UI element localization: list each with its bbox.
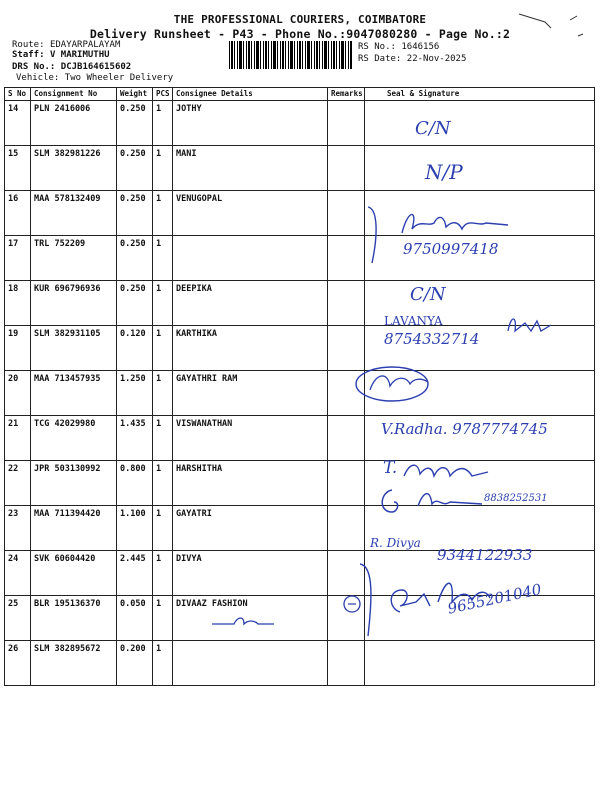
cell-sno: 16 (5, 191, 31, 236)
cell-consignment: TCG 42029980 (31, 416, 117, 461)
signature-scribble-19 (505, 313, 555, 335)
table-row (5, 371, 595, 416)
cell-pcs: 1 (153, 101, 173, 146)
cell-sno: 14 (5, 101, 31, 146)
cell-remarks (328, 236, 365, 281)
route-line (12, 40, 120, 50)
cell-consignee: DIVYA (173, 551, 328, 596)
cell-pcs: 1 (153, 416, 173, 461)
cell-sno: 24 (5, 551, 31, 596)
col-header-weight: Weight (117, 88, 153, 101)
handwritten-radha-21: V.Radha. 9787774745 (381, 420, 548, 438)
rs-no-line (358, 42, 439, 52)
cell-weight: 0.120 (117, 326, 153, 371)
table-row (5, 641, 595, 686)
circle-mark-25 (340, 594, 364, 614)
cell-weight: 0.800 (117, 461, 153, 506)
cell-weight: 0.250 (117, 191, 153, 236)
cell-consignment: BLR 195136370 (31, 596, 117, 641)
cell-consignee: DIVAAZ FASHION (173, 596, 328, 641)
cell-weight: 0.250 (117, 146, 153, 191)
cell-weight: 0.200 (117, 641, 153, 686)
cell-sno: 23 (5, 506, 31, 551)
handwritten-phone-26: 9655201040 (446, 580, 544, 618)
cell-pcs: 1 (153, 146, 173, 191)
cell-weight: 1.250 (117, 371, 153, 416)
runsheet-subtitle: Delivery Runsheet - P43 - Phone No.:9047080280 - Page No.:2 (89, 27, 511, 41)
handwritten-name-19: LAVANYA (384, 314, 443, 328)
cell-consignee: VISWANATHAN (173, 416, 328, 461)
rs-date-value: 22-Nov-2025 (406, 54, 467, 64)
staff-line (12, 50, 110, 60)
cell-consignee: MANI (173, 146, 328, 191)
cell-consignee (173, 641, 328, 686)
signature-loop-20 (350, 360, 440, 410)
cell-remarks (328, 416, 365, 461)
cell-sno: 15 (5, 146, 31, 191)
cell-weight: 0.050 (117, 596, 153, 641)
handwritten-cn-18: C/N (410, 284, 446, 305)
table-header-row (5, 88, 595, 101)
col-header-consignment: Consignment No (31, 88, 117, 101)
cell-consignee: GAYATHRI RAM (173, 371, 328, 416)
cell-remarks (328, 191, 365, 236)
cell-pcs: 1 (153, 191, 173, 236)
col-header-sno: S No (5, 88, 31, 101)
rs-date-line (358, 54, 466, 64)
route-value: EDAYARPALAYAM (49, 40, 121, 50)
cell-consignment: MAA 578132409 (31, 191, 117, 236)
cell-sno: 19 (5, 326, 31, 371)
cell-consignment: PLN 2416006 (31, 101, 117, 146)
cell-consignment: SLM 382895672 (31, 641, 117, 686)
handwritten-phone-19: 8754332714 (384, 330, 480, 348)
handwritten-phone-24: 9344122933 (437, 546, 533, 564)
cell-weight: 1.435 (117, 416, 153, 461)
drs-value: DCJB164615602 (60, 62, 132, 72)
drs-line (12, 62, 131, 72)
cell-signature (365, 101, 595, 146)
cell-consignee: KARTHIKA (173, 326, 328, 371)
bracket-mark-16 (362, 205, 382, 265)
route-label: Route: (12, 40, 45, 50)
cell-sno: 20 (5, 371, 31, 416)
col-header-consignee: Consignee Details (173, 88, 328, 101)
handwritten-initial-22: T. (383, 458, 398, 478)
staff-value: V MARIMUTHU (49, 50, 110, 60)
vehicle-line (16, 73, 173, 83)
cell-consignment: SLM 382981226 (31, 146, 117, 191)
cell-weight: 0.250 (117, 236, 153, 281)
drs-label: DRS No.: (12, 62, 56, 72)
cell-sno: 26 (5, 641, 31, 686)
barcode (229, 41, 353, 69)
cell-consignment: TRL 752209 (31, 236, 117, 281)
cell-pcs: 1 (153, 326, 173, 371)
vehicle-value: Two Wheeler Delivery (64, 73, 174, 83)
cell-consignment: SVK 60604420 (31, 551, 117, 596)
cell-remarks (328, 641, 365, 686)
cell-sno: 17 (5, 236, 31, 281)
rs-no-value: 1646156 (401, 42, 440, 52)
cell-consignment: JPR 503130992 (31, 461, 117, 506)
table-row (5, 506, 595, 551)
col-header-remarks: Remarks (328, 88, 365, 101)
cell-pcs: 1 (153, 596, 173, 641)
cell-sno: 21 (5, 416, 31, 461)
cell-consignment: MAA 711394420 (31, 506, 117, 551)
signature-scribble-22 (402, 458, 492, 482)
cell-consignee: VENUGOPAL (173, 191, 328, 236)
cell-pcs: 1 (153, 506, 173, 551)
cell-pcs: 1 (153, 236, 173, 281)
cell-remarks (328, 281, 365, 326)
handwritten-np-15: N/P (425, 160, 463, 184)
cell-weight: 0.250 (117, 281, 153, 326)
cell-consignee: HARSHITHA (173, 461, 328, 506)
cell-remarks (328, 506, 365, 551)
cell-weight: 1.100 (117, 506, 153, 551)
cell-consignee: JOTHY (173, 101, 328, 146)
cell-remarks (328, 101, 365, 146)
col-header-signature: Seal & Signature (365, 88, 595, 101)
company-title: THE PROFESSIONAL COURIERS, COIMBATORE (173, 13, 427, 26)
col-header-pcs: PCS (153, 88, 173, 101)
cell-sno: 25 (5, 596, 31, 641)
cell-consignee: GAYATRI (173, 506, 328, 551)
cell-sno: 18 (5, 281, 31, 326)
cell-weight: 0.250 (117, 101, 153, 146)
handwritten-phone-17: 9750997418 (403, 240, 499, 258)
signature-stroke-26 (208, 612, 278, 632)
cell-pcs: 1 (153, 461, 173, 506)
cell-consignee (173, 236, 328, 281)
cell-pcs: 1 (153, 281, 173, 326)
table-row (5, 146, 595, 191)
cell-remarks (328, 146, 365, 191)
cell-weight: 2.445 (117, 551, 153, 596)
cell-sno: 22 (5, 461, 31, 506)
table-row (5, 236, 595, 281)
cell-pcs: 1 (153, 641, 173, 686)
cell-pcs: 1 (153, 551, 173, 596)
handwritten-phone-23: 8838252531 (484, 493, 548, 504)
rs-no-label: RS No.: (358, 42, 396, 52)
cell-consignment: KUR 696796936 (31, 281, 117, 326)
pen-mark-decoration (515, 8, 585, 38)
cell-consignment: MAA 713457935 (31, 371, 117, 416)
cell-signature (365, 146, 595, 191)
cell-signature (365, 641, 595, 686)
handwritten-cn-14: C/N (415, 118, 451, 139)
table-row (5, 101, 595, 146)
cell-consignee: DEEPIKA (173, 281, 328, 326)
signature-scribble-23 (378, 484, 488, 518)
vehicle-label: Vehicle: (16, 73, 60, 83)
handwritten-name-24: R. Divya (370, 536, 421, 550)
cell-remarks (328, 461, 365, 506)
cell-pcs: 1 (153, 371, 173, 416)
staff-label: Staff: (12, 50, 45, 60)
signature-scribble-16 (398, 205, 518, 241)
cell-consignment: SLM 382931105 (31, 326, 117, 371)
rs-date-label: RS Date: (358, 54, 402, 64)
